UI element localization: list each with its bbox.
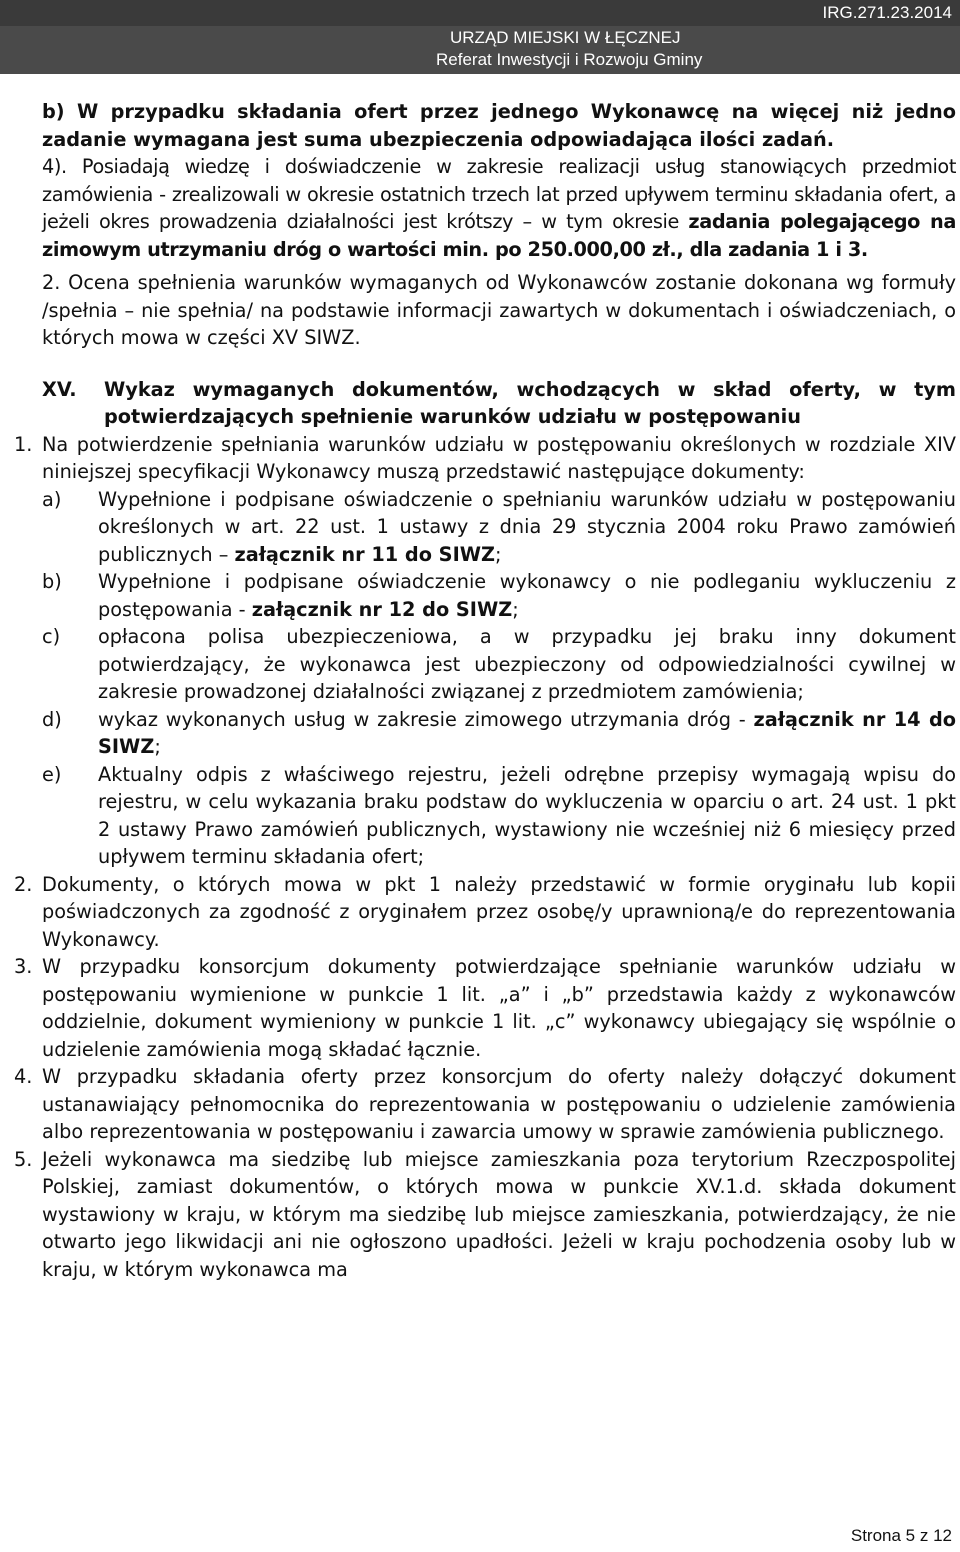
list-item-text: Na potwierdzenie spełniania warunków udziału w postępowaniu określonych w rozdziale XIV niniejszej specyfikacji Wykonawcy muszą przedstawić następujące dokumenty: [42, 432, 956, 483]
list-item-5 [14, 1146, 956, 1284]
sub-item-b [42, 568, 956, 623]
page-number: Strona 5 z 12 [850, 1526, 952, 1545]
section-number: XV. [42, 377, 77, 401]
document-body [14, 98, 956, 1283]
paragraph-2 [42, 269, 956, 352]
sub-item-a [42, 486, 956, 569]
paragraph-4-bold: zadania polegającego na zimowym utrzymaniu dróg o wartości min. po 250.000,00 zł., dla zadania 1 i 3. [42, 210, 956, 261]
sub-item-d [42, 706, 956, 761]
list-item-number: 5. [14, 1147, 33, 1171]
list-item-number: 1. [14, 432, 33, 456]
list-item-1 [14, 431, 956, 486]
list-item-4 [14, 1063, 956, 1146]
paragraph-2-text: 2. Ocena spełnienia warunków wymaganych od Wykonawców zostanie dokonana wg formuły /spełnia – nie spełnia/ na podstawie informacji zawartych w dokumentach i oświadczeniach, o których mowa w części XV SIWZ. [42, 271, 956, 349]
sub-item-c [42, 623, 956, 706]
sub-item-e [42, 761, 956, 871]
sub-item-tail: ; [495, 542, 502, 566]
sub-item-text: opłacona polisa ubezpieczeniowa, a w przypadku jej braku inny dokument potwierdzający, że wykonawca jest ubezpieczony od odpowiedzialności cywilnej w zakresie prowadzonej działalności związanej z przedmiotem zamówienia; [98, 625, 956, 703]
sub-item-letter: e) [42, 762, 62, 786]
list-item-text: Jeżeli wykonawca ma siedzibę lub miejsce zamieszkania poza terytorium Rzeczpospolitej Polskiej, zamiast dokumentów, o których mowa w punkcie XV.1.d. składa dokument wystawiony w kraju, w którym ma siedzibę lub miejsce zamieszkania, potwierdzający, że nie otwarto jego likwidacji ani nie ogłoszono upadłości. Jeżeli w kraju pochodzenia osoby lub w kraju, w którym wykonawca ma [42, 1147, 956, 1281]
paragraph-b [42, 98, 956, 153]
sub-item-letter: c) [42, 625, 61, 648]
list-item-2 [14, 871, 956, 954]
sub-item-letter: b) [42, 570, 62, 593]
sub-item-tail: ; [512, 597, 519, 621]
list-item-number: 4. [14, 1065, 33, 1088]
paragraph-4 [42, 153, 956, 263]
sub-item-text: Wypełnione i podpisane oświadczenie wykonawcy o nie podleganiu wykluczeniu z postępowania - [98, 570, 956, 621]
list-item-text: W przypadku konsorcjum dokumenty potwierdzające spełnianie warunków udziału w postępowaniu wymienione w punkcie 1 lit. „a” i „b” przedstawia każdy z wykonawców oddzielnie, dokument wymieniony w punkcie 1 lit. „c” wykonawcy ubiegający się wspólnie o udzielenie zamówienia mogą składać łącznie. [42, 955, 956, 1061]
list-item-3 [14, 953, 956, 1063]
paragraph-b-text: b) W przypadku składania ofert przez jednego Wykonawcę na więcej niż jedno zadanie wymagana jest suma ubezpieczenia odpowiadająca ilości zadań. [42, 100, 956, 151]
page-header [0, 0, 960, 76]
section-title: Wykaz wymaganych dokumentów, wchodzących w skład oferty, w tym potwierdzających spełnienie warunków udziału w postępowaniu [104, 377, 956, 428]
section-heading [42, 376, 956, 431]
sub-item-letter: d) [42, 707, 62, 731]
paragraph-4-text: 4). Posiadają wiedzę i doświadczenie w zakresie realizacji usług stanowiących przedmiot zamówienia - zrealizowali w okresie ostatnich trzech lat przed upływem terminu składania ofert, a jeżeli okres prowadzenia działalności jest krótszy – w tym okresie [42, 155, 956, 233]
sub-item-bold: załącznik nr 12 do SIWZ [251, 597, 513, 621]
sub-item-letter: a) [42, 487, 62, 511]
header-top-bar [0, 0, 960, 26]
sub-item-bold: załącznik nr 14 do SIWZ [98, 707, 956, 758]
document-reference: IRG.271.23.2014 [822, 3, 952, 22]
sub-item-tail: ; [154, 735, 161, 758]
department-name: Referat Inwestycji i Rozwoju Gminy [436, 50, 703, 69]
sub-item-bold: załącznik nr 11 do SIWZ [234, 542, 495, 566]
sub-item-text: Aktualny odpis z właściwego rejestru, jeżeli odrębne przepisy wymagają wpisu do rejestru, w celu wykazania braku podstaw do wykluczenia w oparciu o art. 24 ust. 1 pkt 2 ustawy Prawo zamówień publicznych, wystawiony nie wcześniej niż 6 miesięcy przed upływem terminu składania ofert; [98, 762, 956, 868]
sub-item-text: Wypełnione i podpisane oświadczenie o spełnianiu warunków udziału w postępowaniu określonych w art. 22 ust. 1 ustawy z dnia 29 stycznia 2004 roku Prawo zamówień publicznych – [98, 487, 956, 566]
sub-item-text: wykaz wykonanych usług w zakresie zimowego utrzymania dróg - [98, 707, 754, 731]
list-item-text: W przypadku składania oferty przez konsorcjum do oferty należy dołączyć dokument ustanawiający pełnomocnika do reprezentowania w postępowaniu o udzielenie zamówienia albo reprezentowania w postępowaniu i zawarcia umowy w sprawie zamówienia publicznego. [42, 1065, 956, 1143]
list-item-number: 2. [14, 872, 33, 896]
office-name: URZĄD MIEJSKI W ŁĘCZNEJ [450, 28, 681, 47]
list-item-number: 3. [14, 955, 33, 978]
list-item-text: Dokumenty, o których mowa w pkt 1 należy przedstawić w formie oryginału lub kopii poświadczonych za zgodność z oryginałem przez osobę/y uprawnioną/e do reprezentowania Wykonawcy. [42, 872, 956, 951]
